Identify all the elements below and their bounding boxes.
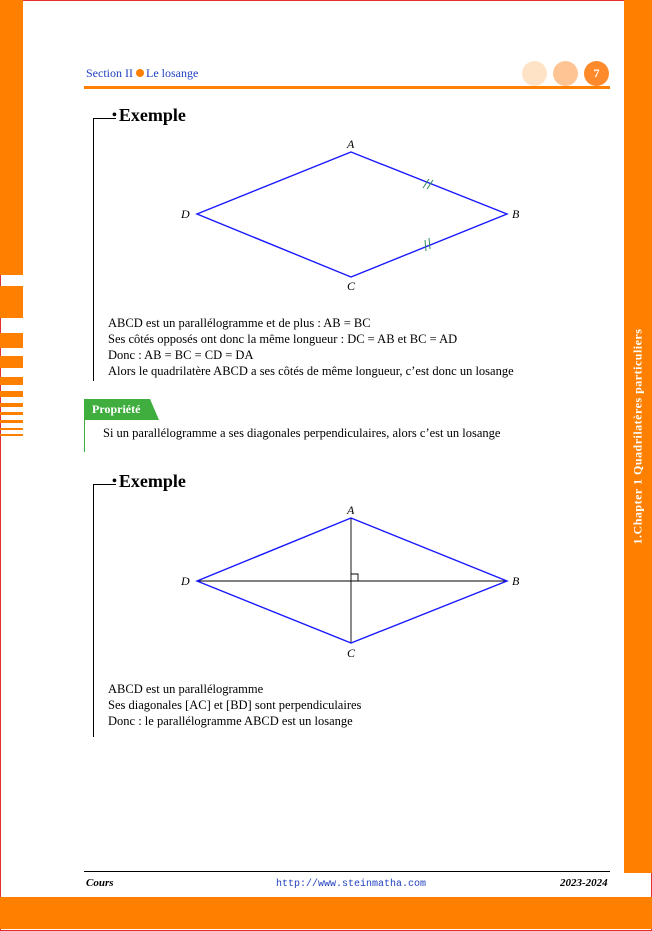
header-circle-mid	[553, 61, 578, 86]
example2-title: Exemple	[118, 471, 186, 491]
chapter-side-label-wrap	[624, 0, 652, 873]
footer-left: Cours	[86, 877, 114, 889]
property-label: Propriété	[92, 402, 141, 416]
tick-mark	[425, 240, 426, 251]
left-stripe	[0, 434, 23, 436]
header-section: Section II	[86, 66, 133, 80]
bottom-accent-band	[0, 897, 652, 929]
example1-title-wrap	[112, 105, 186, 126]
example2-title-wrap	[112, 471, 186, 492]
header-circle-light	[522, 61, 547, 86]
vertex-c: C	[347, 646, 356, 660]
left-stripe	[0, 428, 23, 430]
vertex-d: D	[181, 207, 190, 221]
left-stripe	[0, 412, 23, 415]
example1-title: Exemple	[118, 105, 186, 125]
page-number: 7	[584, 61, 609, 86]
example1-line: Alors le quadrilatère ABCD a ses côtés de même longueur, c’est donc un losange	[108, 364, 514, 378]
vertex-a: A	[347, 137, 355, 151]
left-stripe	[0, 356, 23, 368]
footer-url-link[interactable]: http://www.steinmatha.com	[276, 879, 427, 890]
example2-line: Donc : le parallélogramme ABCD est un losange	[108, 714, 353, 728]
rhombus-figure-1	[170, 136, 530, 296]
vertex-d: D	[181, 574, 190, 588]
left-stripe	[0, 420, 23, 423]
rhombus-2	[197, 518, 507, 643]
example1-text	[108, 315, 514, 379]
example2-line: ABCD est un parallélogramme	[108, 682, 264, 696]
header-dot-icon	[136, 69, 144, 77]
footer-rule	[84, 871, 610, 872]
bullet-icon: •	[112, 474, 117, 489]
page-header	[86, 66, 198, 81]
example2-text	[108, 681, 361, 729]
vertex-c: C	[347, 279, 356, 293]
tick-mark	[429, 238, 430, 249]
left-accent-strip	[0, 0, 23, 275]
left-stripe	[0, 286, 23, 318]
left-stripe	[0, 377, 23, 385]
left-stripe	[0, 403, 23, 407]
example1-line: ABCD est un parallélogramme et de plus : AB = BC	[108, 316, 371, 330]
example1-line: Ses côtés opposés ont donc la même longueur : DC = AB et BC = AD	[108, 332, 458, 346]
left-stripe	[0, 333, 23, 348]
example2-line: Ses diagonales [AC] et [BD] sont perpendiculaires	[108, 698, 362, 712]
property-text: Si un parallélogramme a ses diagonales perpendiculaires, alors c’est un losange	[103, 426, 501, 440]
header-rule	[84, 86, 610, 89]
header-title: Le losange	[146, 66, 199, 80]
property-bar	[84, 420, 85, 452]
left-stripe	[0, 391, 23, 397]
footer-right: 2023-2024	[560, 877, 608, 889]
vertex-b: B	[512, 207, 520, 221]
right-angle-mark	[351, 574, 358, 581]
example1-line: Donc : AB = BC = CD = DA	[108, 348, 254, 362]
rhombus-1	[197, 152, 507, 277]
bullet-icon: •	[112, 108, 117, 123]
vertex-a: A	[347, 503, 355, 517]
rhombus-figure-2	[170, 502, 530, 662]
vertex-b: B	[512, 574, 520, 588]
chapter-side-label: 1.Chapter 1 Quadrilatères particuliers	[630, 328, 645, 545]
